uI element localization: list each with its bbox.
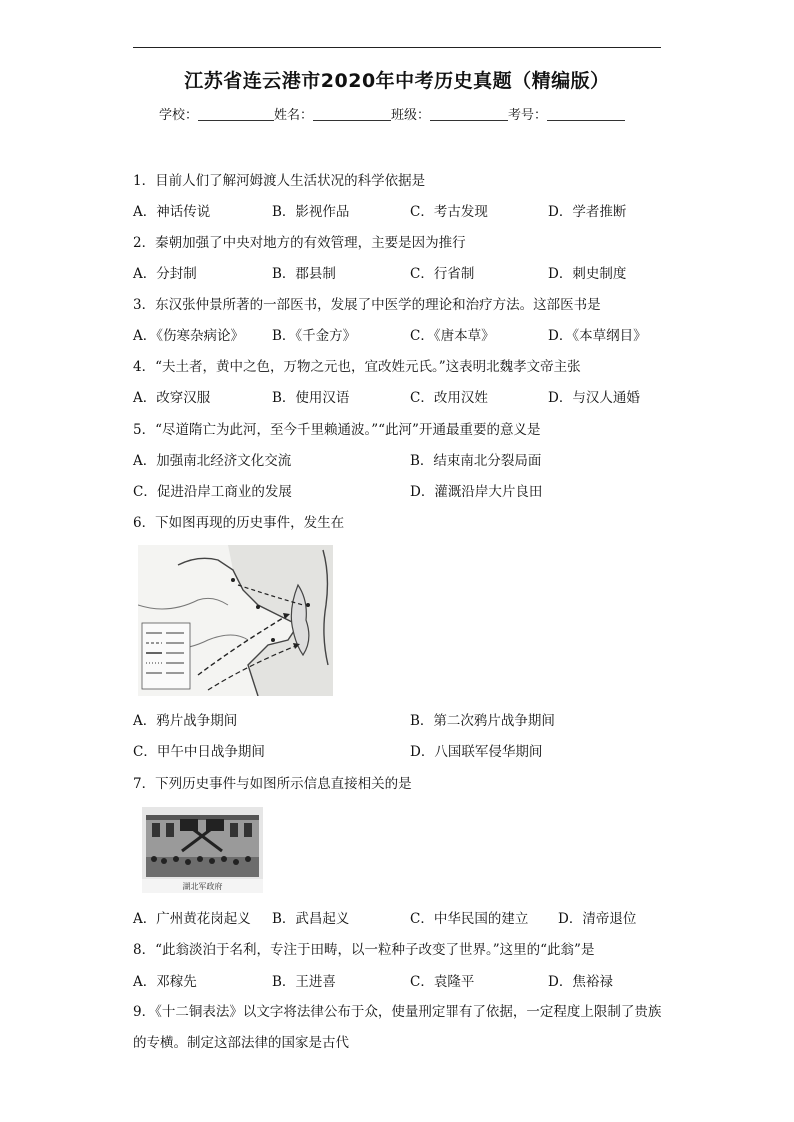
q8-option-a: A．邓稼先	[133, 974, 197, 990]
question-9: 9．《十二铜表法》以文字将法律公布于众，使量刑定罪有了依据，一定程度上限制了贵族的专横。制定这部法律的国家是古代	[133, 1004, 662, 1051]
question-6: 6．下如图再现的历史事件，发生在	[133, 515, 345, 531]
q8-option-d: D．焦裕禄	[548, 974, 613, 990]
q5-option-c: C．促进沿岸工商业的发展	[133, 484, 292, 500]
q6-option-a: A．鸦片战争期间	[133, 713, 238, 729]
q3-option-b: B．《千金方》	[272, 328, 357, 344]
hubei-military-government-photo	[142, 807, 263, 893]
q3-option-a: A．《伤寒杂病论》	[133, 328, 244, 344]
q5-option-b: B．结束南北分裂局面	[410, 453, 542, 469]
name-field[interactable]	[313, 108, 391, 121]
school-field[interactable]	[198, 108, 274, 121]
question-4: 4．“夫土者，黄中之色，万物之元也，宜改姓元氏。”这表明北魏孝文帝主张	[133, 359, 581, 375]
question-1: 1．目前人们了解河姆渡人生活状况的科学依据是	[133, 173, 426, 189]
q1-option-c: C．考古发现	[410, 204, 488, 220]
q4-option-d: D．与汉人通婚	[548, 390, 640, 406]
student-info-line	[159, 104, 625, 123]
q7-option-a: A．广州黄花岗起义	[133, 911, 251, 927]
q5-option-d: D．灌溉沿岸大片良田	[410, 484, 543, 500]
name-label: 姓名：	[274, 108, 314, 123]
q1-option-b: B．影视作品	[272, 204, 350, 220]
number-field[interactable]	[547, 108, 625, 121]
q6-option-b: B．第二次鸦片战争期间	[410, 713, 555, 729]
q1-option-d: D．学者推断	[548, 204, 627, 220]
page-title: 江苏省连云港市2020年中考历史真题（精编版）	[184, 70, 610, 92]
q2-option-d: D．刺史制度	[548, 266, 627, 282]
q4-option-b: B．使用汉语	[272, 390, 350, 406]
school-label: 学校：	[159, 108, 199, 123]
q2-option-b: B．郡县制	[272, 266, 336, 282]
question-3: 3．东汉张仲景所著的一部医书，发展了中医学的理论和治疗方法。这部医书是	[133, 297, 601, 313]
q3-option-c: C．《唐本草》	[410, 328, 495, 344]
top-rule	[133, 47, 661, 48]
q8-option-b: B．王进喜	[272, 974, 336, 990]
q2-option-a: A．分封制	[133, 266, 197, 282]
q6-option-d: D．八国联军侵华期间	[410, 744, 543, 760]
class-field[interactable]	[430, 108, 508, 121]
photo-caption: 湖北军政府	[182, 882, 223, 891]
q4-option-a: A．改穿汉服	[133, 390, 211, 406]
q6-option-c: C．甲午中日战争期间	[133, 744, 265, 760]
question-2: 2．秦朝加强了中央对地方的有效管理，主要是因为推行	[133, 235, 466, 251]
q7-option-b: B．武昌起义	[272, 911, 350, 927]
question-7: 7．下列历史事件与如图所示信息直接相关的是	[133, 776, 412, 792]
war-route-map-image	[138, 545, 333, 696]
q5-option-a: A．加强南北经济文化交流	[133, 453, 292, 469]
number-label: 考号：	[508, 108, 548, 123]
q4-option-c: C．改用汉姓	[410, 390, 488, 406]
q7-option-c: C．中华民国的建立	[410, 911, 529, 927]
q3-option-d: D．《本草纲目》	[548, 328, 647, 344]
question-5: 5．“尽道隋亡为此河，至今千里赖通波。”“此河”开通最重要的意义是	[133, 422, 541, 438]
class-label: 班级：	[391, 108, 431, 123]
q2-option-c: C．行省制	[410, 266, 475, 282]
q7-option-d: D．清帝退位	[558, 911, 637, 927]
q8-option-c: C．袁隆平	[410, 974, 475, 990]
question-8: 8．“此翁淡泊于名利，专注于田畴，以一粒种子改变了世界。”这里的“此翁”是	[133, 942, 595, 958]
q1-option-a: A．神话传说	[133, 204, 211, 220]
